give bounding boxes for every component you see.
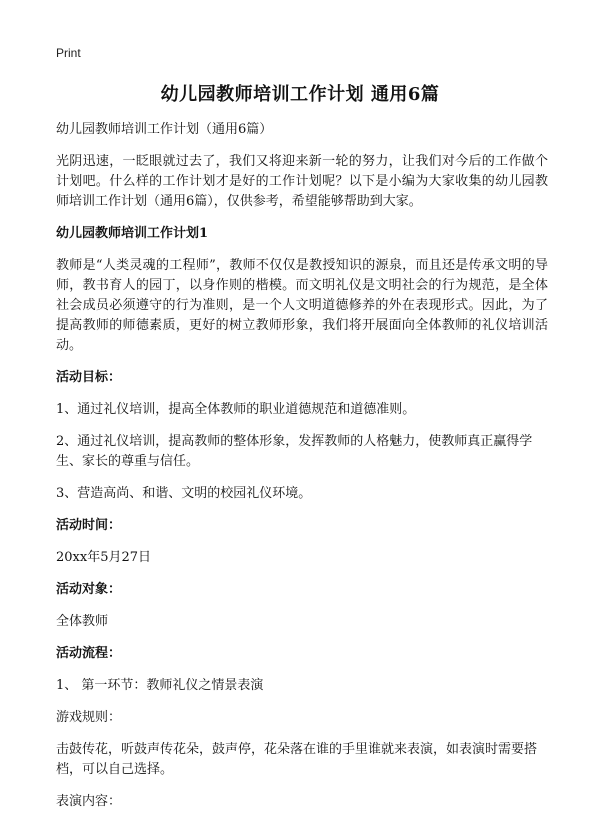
document-subtitle: 幼儿园教师培训工作计划（通用6篇）: [56, 122, 273, 137]
document-title: 幼儿园教师培训工作计划 通用6篇: [160, 84, 440, 105]
goal-item-2: 2、通过礼仪培训，提高教师的整体形象，发挥教师的人格魅力，使教师真正赢得学生、家长的尊重与信任。: [56, 434, 533, 469]
plan1-heading: 幼儿园教师培训工作计划1: [56, 226, 209, 241]
game-rules-text: 击鼓传花，听鼓声传花朵，鼓声停，花朵落在谁的手里谁就来表演，如表演时需要搭档，可以自己选择。: [56, 742, 538, 777]
goal-item-1: 1、通过礼仪培训，提高全体教师的职业道德规范和道德准则。: [56, 402, 416, 417]
time-value: 20xx年5月27日: [56, 550, 152, 565]
time-heading: 活动时间：: [56, 518, 122, 533]
target-value: 全体教师: [56, 614, 109, 629]
print-label: Print: [56, 46, 81, 60]
process-step-1: 1、 第一环节：教师礼仪之情景表演: [56, 678, 264, 693]
intro-paragraph: 光阴迅速，一眨眼就过去了，我们又将迎来新一轮的努力，让我们对今后的工作做个计划吧。什么样的工作计划才是好的工作计划呢？以下是小编为大家收集的幼儿园教师培训工作计划（通用6篇），仅供参考，希望能够帮助到大家。: [56, 154, 548, 209]
performance-label: 表演内容：: [56, 794, 122, 809]
goals-heading: 活动目标：: [56, 370, 122, 385]
goal-item-3: 3、营造高尚、和谐、文明的校园礼仪环境。: [56, 486, 312, 501]
document-body: [56, 120, 548, 824]
process-heading: 活动流程：: [56, 646, 122, 661]
game-rules-label: 游戏规则：: [56, 710, 122, 725]
plan1-paragraph: 教师是“人类灵魂的工程师”，教师不仅仅是教授知识的源泉，而且还是传承文明的导师，教书育人的园丁，以身作则的楷模。而文明礼仪是文明社会的行为规范，是全体社会成员必须遵守的行为准则，是一个人文明道德修养的外在表现形式。因此，为了提高教师的师德素质，更好的树立教师形象，我们将开展面向全体教师的礼仪培训活动。: [56, 258, 548, 353]
target-heading: 活动对象：: [56, 582, 122, 597]
